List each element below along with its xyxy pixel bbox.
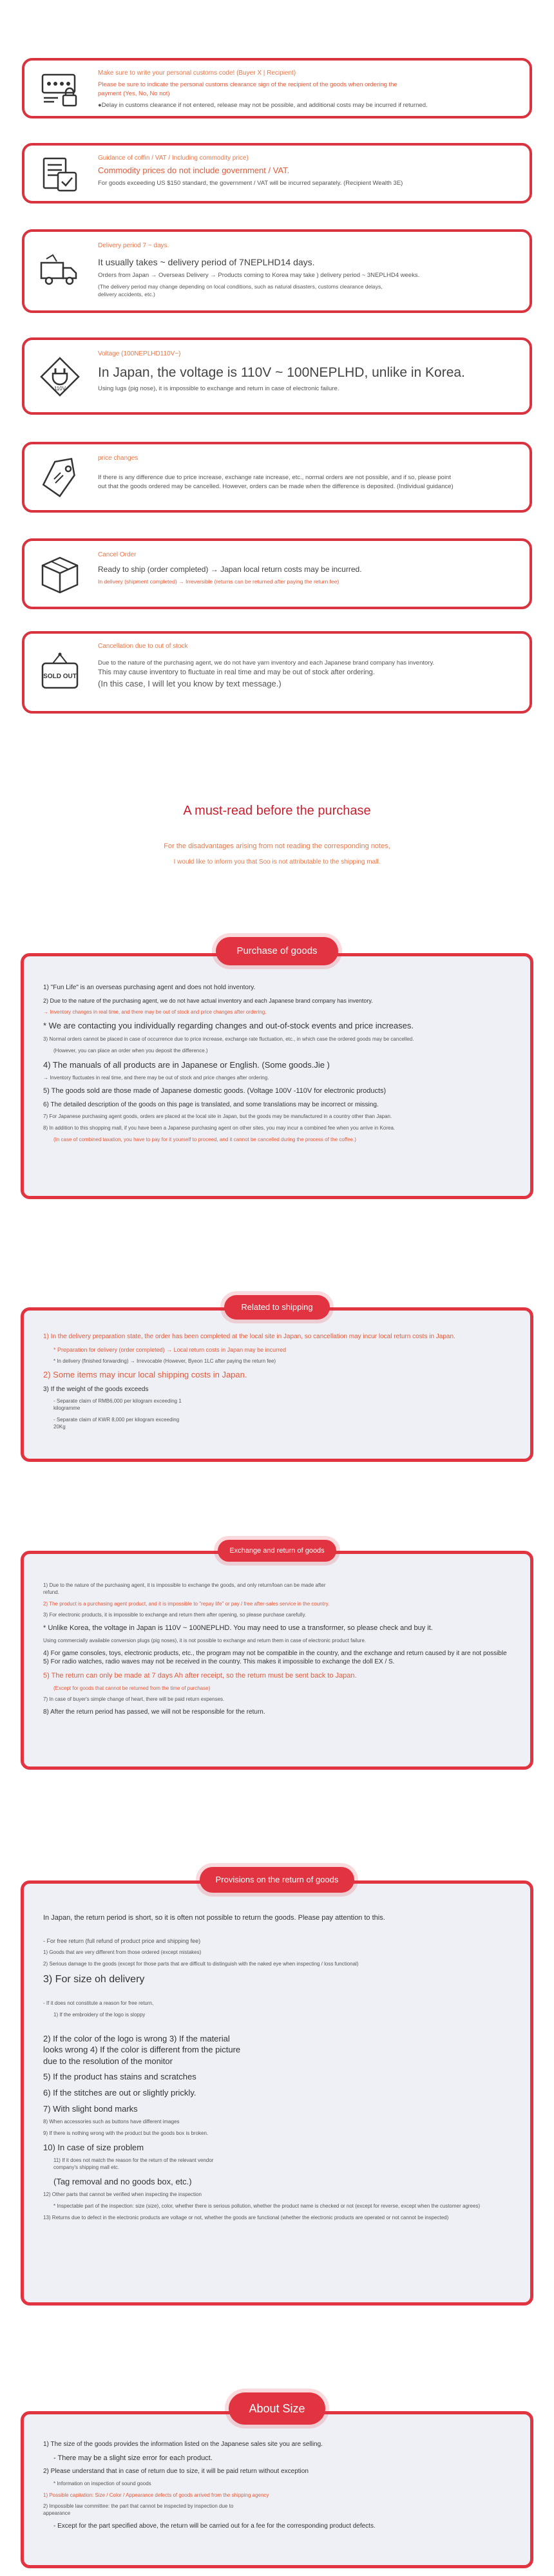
section-line: 5) If the product has stains and scratches	[43, 2072, 196, 2082]
section-line: 2) If the color of the logo is wrong 3) If the material looks wrong 4) If the color is different from the picture due to the resolution of the monitor	[43, 2033, 241, 2066]
power-plug-110v-icon	[39, 355, 81, 398]
section-line: 2) Due to the nature of the purchasing agent, we do not have actual inventory and each Japanese brand company has inventory.	[43, 997, 373, 1004]
notice-card-delivery-period	[22, 229, 532, 313]
section-line: 6) If the stitches are out or slightly prickly.	[43, 2087, 196, 2098]
section-line: * We are contacting you individually regarding changes and out-of-stock events and price increases.	[43, 1021, 414, 1031]
notice-card-price-changes	[22, 442, 532, 513]
password-lock-icon	[39, 68, 81, 111]
section-line: 1) In the delivery preparation state, the order has been completed at the local site in Japan, so cancellation may incur local return costs in Japan.	[43, 1333, 455, 1340]
section-return-provisions	[21, 1875, 533, 2306]
section-line: 10) In case of size problem	[43, 2142, 144, 2152]
section-line: * Inspectable part of the inspection: size (size), color, whether there is serious pollution, whether the product name is checked or not (except for reverse, except when the customer agrees)	[53, 2203, 481, 2210]
section-line: - There may be a slight size error for each product.	[53, 2454, 213, 2462]
card-tag: Cancel Order	[98, 551, 137, 558]
section-line: 4) The manuals of all products are in Japanese or English. (Some goods.Jie )	[43, 1059, 330, 1070]
section-line: 2) Impossible law committee: the part that cannot be inspected by inspection due to appearance	[43, 2503, 234, 2517]
notice-card-voltage	[22, 337, 532, 415]
card-heading: Commodity prices do not include government / VAT.	[98, 166, 290, 175]
card-text: Using lugs (pig nose), it is impossible to exchange and return in case of electronic failure.	[98, 385, 339, 392]
section-line: 11) If it does not match the reason for the return of the relevant vendor company's shipping mall etc.	[53, 2157, 214, 2170]
must-read-subtitle: For the disadvantages arising from not reading the corresponding notes,	[164, 842, 390, 850]
sold-out-sign-icon	[39, 652, 81, 694]
section-line: - Separate claim of KWR 8,000 per kilogram exceeding 20Kg	[53, 1417, 180, 1430]
price-tag-icon	[39, 457, 81, 500]
card-text: For goods exceeding US $150 standard, the government / VAT will be incurred separately. (Recipient Wealth 3E)	[98, 180, 403, 187]
card-heading: It usually takes ~ delivery period of 7NEPLHD14 days.	[98, 257, 315, 267]
section-line: 1) Possible capitation: Size / Color / Appearance defects of goods arrived from the shipping agency	[43, 2492, 269, 2498]
section-line: Using commercially available conversion plugs (pig noses), it is not possible to exchange and return them in case of electronic product failure.	[43, 1638, 367, 1644]
card-heading: In Japan, the voltage is 110V ~ 100NEPLHD, unlike in Korea.	[98, 365, 465, 380]
section-line: 13) Returns due to defect in the electronic products are voltage or not, whether the goods are functional (whether the electronic products are operated or not cannot be inspected)	[43, 2214, 449, 2221]
section-line: * Information on inspection of sound goods	[53, 2480, 151, 2486]
section-line: 2) Please understand that in case of return due to size, it will be paid return without exception	[43, 2468, 309, 2476]
section-line: 5) The goods sold are those made of Japanese domestic goods. (Voltage 100V -110V for electronic products)	[43, 1086, 387, 1095]
sold-out-sign-label: SOLD OUT	[43, 673, 77, 680]
section-line: 2) The product is a purchasing agent product, and it is impossible to "repay life" or pay / free after-sales service in the country.	[43, 1600, 330, 1607]
section-line: 1) Due to the nature of the purchasing agent, it is impossible to exchange the goods, and only return/loan can be made after refund.	[43, 1582, 326, 1595]
section-line: 1) "Fun Life" is an overseas purchasing agent and does not hold inventory.	[43, 984, 256, 991]
card-text: (In this case, I will let you know by text message.)	[98, 678, 282, 688]
section-line: 2) Some items may incur local shipping costs in Japan.	[43, 1370, 247, 1380]
section-line: (However, you can place an order when you deposit the difference.)	[53, 1047, 208, 1054]
section-line: 9) If there is nothing wrong with the product but the goods box is broken.	[43, 2130, 209, 2136]
card-heading: Ready to ship (order completed) → Japan local return costs may be incurred.	[98, 565, 362, 574]
notice-card-out-of-stock	[22, 631, 532, 714]
card-text: ●Delay in customs clearance if not entered, release may not be possible, and additional costs may be incurred if returned.	[98, 101, 428, 109]
section-line: 3) For size oh delivery	[43, 1973, 145, 1985]
section-line: (Except for goods that cannot be returned from the time of purchase)	[53, 1685, 211, 1691]
notice-card-cancel-order	[22, 538, 532, 609]
section-line: 7) For Japanese purchasing agent goods, orders are placed at the local site in Japan, but the goods may be manufactured in a country other than Japan.	[43, 1113, 392, 1120]
section-line: 4) For game consoles, toys, electronic products, etc., the program may not be compatible in the country, and the exchange and return caused by it are not possible 5) For radio watches, radio waves may not be received in the country. This makes it impossible to exchange the doll EX / S.	[43, 1649, 507, 1666]
section-title: Exchange and return of goods	[218, 1540, 336, 1562]
notice-card-customs-code	[22, 58, 532, 118]
section-line: → Inventory fluctuates in real time, and there may be out of stock and price changes after ordering.	[43, 1075, 269, 1081]
customs-document-icon	[39, 153, 81, 196]
card-text: payment (Yes, No, No not)	[98, 90, 170, 97]
cardboard-box-icon	[39, 554, 81, 596]
section-line: * In delivery (finished forwarding) → Irrevocable (However, Byeon 1LC after paying the return fee)	[53, 1358, 276, 1364]
card-tag: Voltage (100NEPLHD110V~)	[98, 350, 181, 357]
card-text: Orders from Japan → Overseas Delivery → Products coming to Korea may take ) delivery period ~ 3NEPLHD4 weeks.	[98, 272, 420, 279]
section-title: Related to shipping	[224, 1295, 330, 1320]
notice-card-vat	[22, 143, 532, 204]
must-read-title: A must-read before the purchase	[183, 804, 371, 818]
section-exchange-and-return	[21, 1547, 533, 1770]
section-line: 3) For electronic products, it is impossible to exchange and return them after opening, so please purchase carefully.	[43, 1612, 307, 1618]
section-line: - If it does not constitute a reason for free return,	[43, 2000, 154, 2007]
card-text: out that the goods ordered may be cancelled. However, orders can be made when the difference is deposited. (Individual guidance)	[98, 482, 454, 490]
section-line: 1) If the embroidery of the logo is sloppy	[53, 2011, 146, 2018]
section-line: * Unlike Korea, the voltage in Japan is 110V ~ 100NEPLHD. You may need to use a transformer, so please check and buy it.	[43, 1624, 433, 1633]
section-line: 7) In case of buyer's simple change of heart, there will be paid return expenses.	[43, 1696, 225, 1703]
section-related-to-shipping	[21, 1302, 533, 1462]
must-read-subtitle: I would like to inform you that Soo is not attributable to the shipping mall.	[173, 858, 381, 866]
card-text: (The delivery period may change depending on local conditions, such as natural disasters, customs clearance delays,	[98, 283, 383, 290]
section-line: 8) In addition to this shopping mall, if you have been a Japanese purchasing agent on other sites, you may incur a combined fee when you arrive in Korea.	[43, 1125, 396, 1132]
card-tag: Guidance of coffin / VAT / Including commodity price)	[98, 155, 249, 162]
plug-voltage-label: 110V	[53, 386, 66, 392]
section-line: 6) The detailed description of the goods on this page is translated, and some translations may be incorrect or missing.	[43, 1101, 379, 1108]
card-text: In delivery (shipment completed) → Irreversible (returns can be returned after paying the return fee)	[98, 578, 339, 585]
card-text: delivery accidents, etc.)	[98, 291, 155, 298]
section-line: 5) The return can only be made at 7 days Ah after receipt, so the return must be sent back to Japan.	[43, 1671, 357, 1680]
section-line: 7) With slight bond marks	[43, 2103, 138, 2114]
section-line: 3) If the weight of the goods exceeds	[43, 1385, 149, 1393]
section-line: (In case of combined taxation, you have to pay for it yourself to proceed, and it cannot be cancelled during the process of the coffee.)	[53, 1136, 356, 1142]
section-line: (Tag removal and no goods box, etc.)	[53, 2176, 192, 2186]
section-line: In Japan, the return period is short, so it is often not possible to return the goods. Please pay attention to this.	[43, 1914, 385, 1922]
card-text: Please be sure to indicate the personal customs clearance sign of the recipient of the goods when ordering the	[98, 81, 397, 88]
section-title: Purchase of goods	[216, 937, 338, 965]
card-tag: Make sure to write your personal customs code! (Buyer X | Recipient)	[98, 70, 296, 77]
section-line: - Separate claim of RMB6,000 per kilogram exceeding 1 kilogramme	[53, 1398, 182, 1412]
delivery-truck-icon	[39, 251, 81, 294]
section-title: About Size	[229, 2392, 325, 2425]
section-line: 8) When accessories such as buttons have different images	[43, 2119, 180, 2125]
section-about-size	[21, 2402, 533, 2568]
section-line: 1) Goods that are very different from those ordered (except mistakes)	[43, 1949, 202, 1955]
card-tag: Cancellation due to out of stock	[98, 643, 188, 650]
section-line: 1) The size of the goods provides the information listed on the Japanese sales site you are selling.	[43, 2441, 323, 2448]
section-line: 12) Other parts that cannot be verified when inspecting the inspection	[43, 2192, 202, 2198]
card-tag: price changes	[98, 455, 138, 462]
section-line: * Preparation for delivery (order completed) → Local return costs in Japan may be incurred	[53, 1346, 287, 1353]
section-title: Provisions on the return of goods	[200, 1867, 354, 1893]
section-purchase-of-goods	[21, 945, 533, 1199]
section-line: 8) After the return period has passed, we will not be responsible for the return.	[43, 1709, 265, 1716]
section-line: 2) Serious damage to the goods (except for those parts that are difficult to distinguish with the naked eye when inspecting / loss functional)	[43, 1960, 359, 1967]
card-tag: Delivery period 7 ~ days.	[98, 242, 169, 249]
card-text: If there is any difference due to price increase, exchange rate increase, etc., normal orders are not possible, and if so, please point	[98, 474, 451, 481]
card-text: This may cause inventory to fluctuate in real time and may be out of stock after ordering.	[98, 668, 375, 676]
section-line: - Except for the part specified above, the return will be carried out for a fee for the corresponding product defects.	[53, 2523, 376, 2530]
card-text: Due to the nature of the purchasing agent, we do not have yarn inventory and each Japanese brand company has inventory.	[98, 659, 435, 667]
section-line: → Inventory changes in real time, and there may be out of stock and price changes after ordering.	[43, 1009, 267, 1015]
section-line: - For free return (full refund of product price and shipping fee)	[43, 1937, 201, 1944]
section-line: 3) Normal orders cannot be placed in case of occurrence due to price increase, exchange rate fluctuation, etc., in which case the ordered goods may be cancelled.	[43, 1036, 414, 1042]
